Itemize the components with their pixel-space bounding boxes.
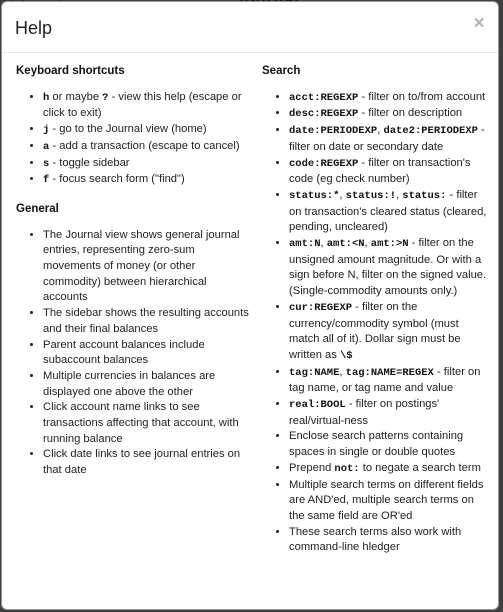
- key-term: ?: [102, 91, 109, 104]
- description-text: - filter on description: [358, 107, 463, 120]
- key-term: code:REGEXP: [289, 157, 359, 170]
- description-text: These search terms also work with command-line hledger: [289, 525, 462, 554]
- search-item: [289, 123, 492, 155]
- description-text: - filter on tag name, or tag name and value: [289, 365, 481, 395]
- description-text: - filter on the unsigned amount magnitude. Or with a sign before N, filter on the signed value. (Single-commodity amounts only.): [289, 237, 487, 298]
- help-dialog: [1, 1, 499, 610]
- description-text: or maybe: [49, 90, 103, 103]
- description-text: - add a transaction (escape to cancel): [49, 139, 240, 152]
- general-item: • Click account name links to see transactions affecting that account, with running balance: [43, 400, 252, 447]
- shortcut-item: [43, 156, 252, 173]
- search-item: [289, 90, 492, 107]
- general-item: • Multiple currencies in balances are displayed one above the other: [43, 369, 252, 400]
- close-button[interactable]: ×: [473, 13, 485, 34]
- key-term: amt:>N: [370, 238, 409, 251]
- general-heading: General: [16, 202, 59, 215]
- description-text: - filter on to/from account: [358, 90, 486, 103]
- description-text: Prepend: [289, 461, 335, 474]
- key-term: status:!: [345, 189, 397, 202]
- search-item: [289, 300, 492, 365]
- key-term: amt:<N: [326, 238, 365, 251]
- key-term: cur:REGEXP: [289, 301, 353, 314]
- description-text: ,: [377, 124, 384, 137]
- description-text: - filter on date or secondary date: [289, 124, 485, 153]
- description-text: - focus search form ("find"): [49, 173, 185, 186]
- key-term: status:: [402, 189, 447, 202]
- description-text: ,: [339, 188, 346, 201]
- left-column: [16, 64, 252, 492]
- key-term: date2:PERIODEXP: [383, 125, 478, 138]
- key-term: amt:N: [289, 238, 321, 251]
- description-text: - filter on the currency/commodity symbol (must match all of it). Dollar sign must be written as: [289, 300, 461, 361]
- search-item: [289, 156, 492, 188]
- description-text: Enclose search patterns containing spaces in single or double quotes: [289, 430, 464, 459]
- description-text: - toggle sidebar: [49, 156, 130, 169]
- general-list: [16, 228, 252, 479]
- description-text: - filter on transaction's code (eg check number): [289, 156, 471, 186]
- general-item: • Click date links to see journal entries on that date: [43, 447, 252, 478]
- description-text: to negate a search term: [359, 461, 481, 474]
- key-term: f: [43, 174, 50, 187]
- shortcut-item: [43, 139, 252, 156]
- key-term: acct:REGEXP: [289, 91, 359, 104]
- search-item: [289, 365, 492, 397]
- general-item: • The sidebar shows the resulting accounts and their final balances: [43, 306, 252, 337]
- key-term: date:PERIODEXP: [289, 125, 378, 138]
- general-item: • The Journal view shows general journal entries, representing zero-sum movements of money (or other commodity) between hierarchical accounts: [43, 228, 252, 307]
- search-list: [262, 90, 492, 556]
- key-term: tag:NAME: [289, 366, 340, 379]
- search-item: [289, 478, 492, 525]
- description-text: - view this help (escape or click to exit): [43, 90, 242, 120]
- key-term: real:BOOL: [289, 399, 346, 412]
- dialog-title: Help: [15, 18, 53, 38]
- shortcuts-list: [16, 90, 252, 189]
- description-text: ,: [364, 237, 371, 250]
- key-term: \$: [339, 349, 353, 362]
- description-text: - go to the Journal view (home): [49, 123, 207, 136]
- description-text: ,: [396, 188, 403, 201]
- search-item: [289, 236, 492, 300]
- search-heading: Search: [262, 65, 301, 77]
- key-term: status:*: [289, 189, 340, 202]
- description-text: ,: [339, 365, 346, 378]
- shortcuts-heading: Keyboard shortcuts: [16, 65, 125, 77]
- key-term: tag:NAME=REGEX: [345, 366, 434, 379]
- description-text: ,: [320, 237, 327, 250]
- key-term: h: [43, 91, 50, 104]
- search-item: [289, 461, 492, 478]
- key-term: a: [43, 140, 50, 153]
- search-item: [289, 188, 492, 236]
- key-term: not:: [334, 462, 360, 475]
- key-term: j: [43, 124, 50, 137]
- search-item: [289, 429, 492, 460]
- shortcut-item: [43, 90, 252, 122]
- key-term: desc:REGEXP: [289, 108, 359, 121]
- shortcut-item: [43, 172, 252, 189]
- description-text: - filter on postings' real/virtual-ness: [289, 398, 440, 427]
- general-item: • Parent account balances include subaccount balances: [43, 338, 252, 369]
- dialog-header: [2, 2, 498, 53]
- search-item: [289, 397, 492, 429]
- shortcut-item: [43, 122, 252, 139]
- right-column: [262, 64, 492, 569]
- description-text: Multiple search terms on different fields are AND'ed, multiple search terms on the same field are OR'ed: [289, 478, 484, 522]
- description-text: - filter on transaction's cleared status (cleared, pending, uncleared): [289, 188, 487, 234]
- search-item: [289, 106, 492, 123]
- key-term: s: [43, 157, 50, 170]
- search-item: [289, 525, 492, 556]
